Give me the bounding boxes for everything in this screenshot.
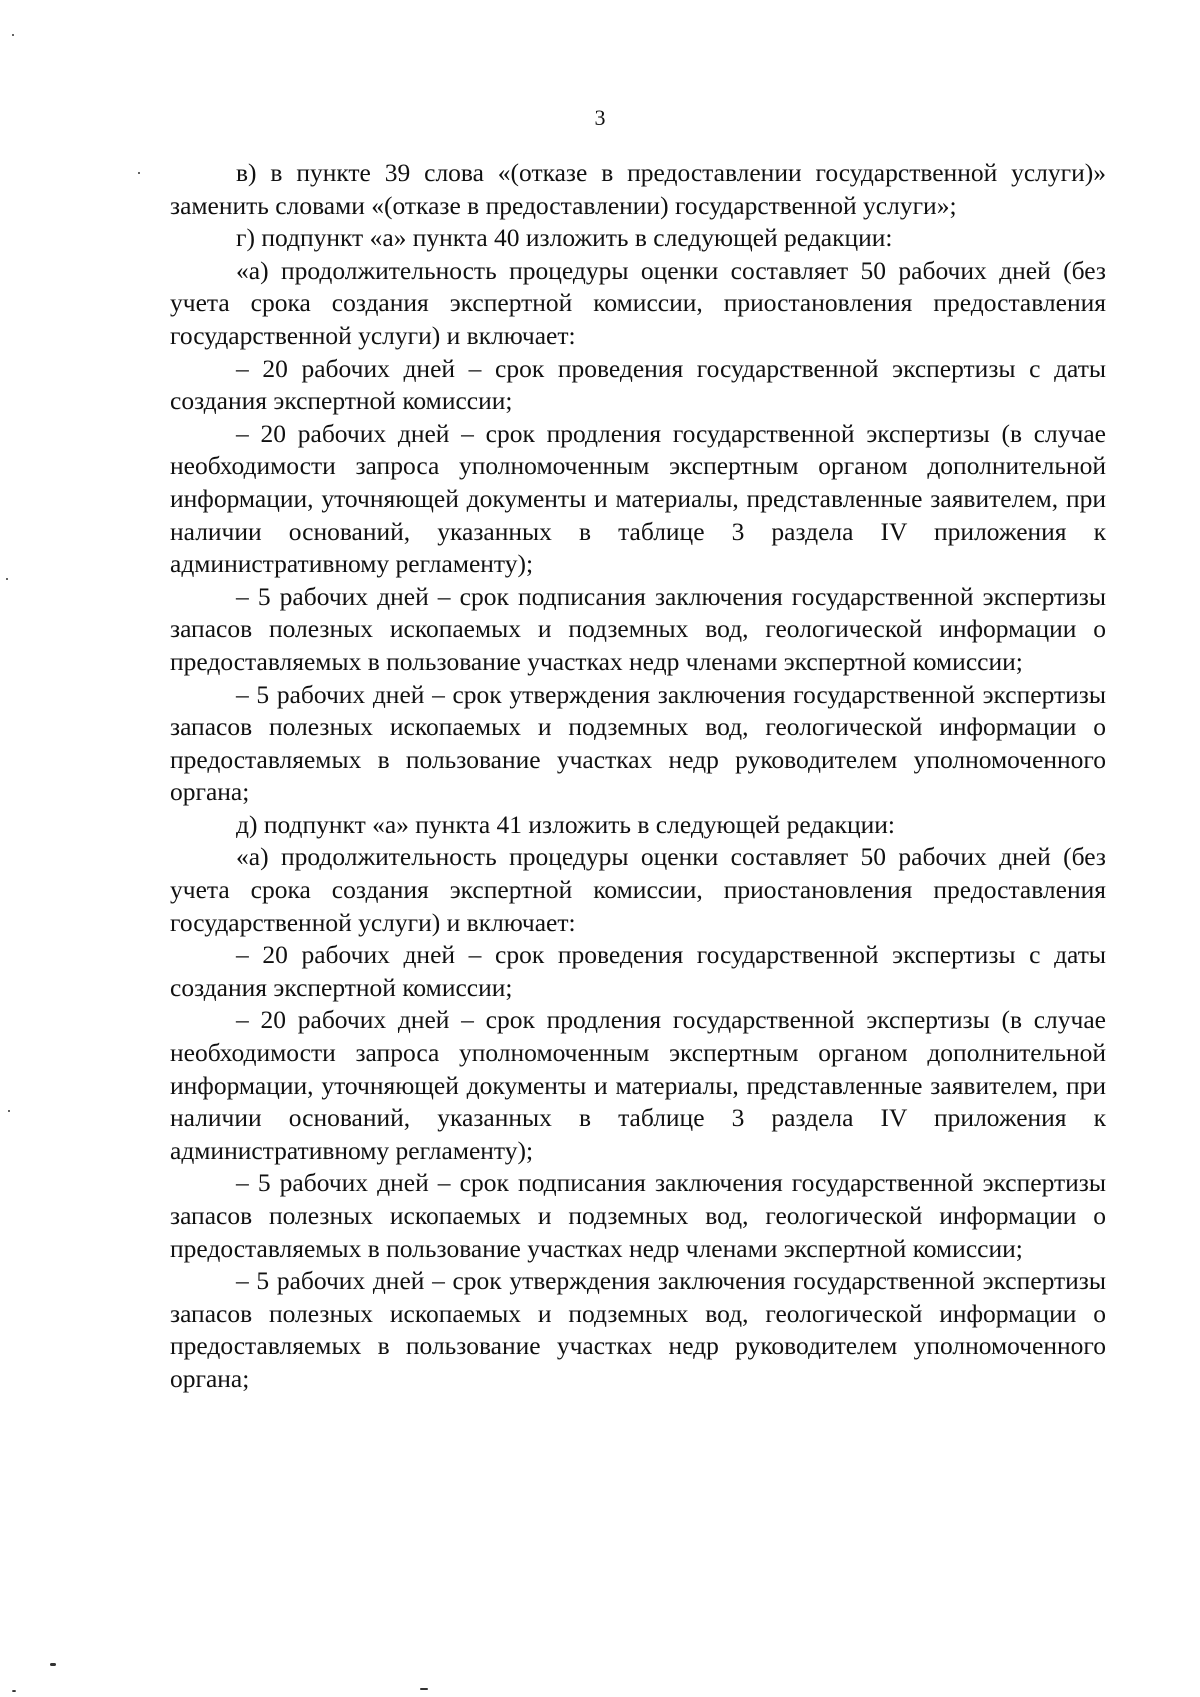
scan-speck: [12, 34, 14, 36]
paragraph-subitem-a-41: «а) продолжительность процедуры оценки составляет 50 рабочих дней (без учета срока создания экспертной комиссии, приостановления предоставления государственной услуги) и включает:: [170, 842, 1106, 937]
paragraph-item-d: д) подпункт «а» пункта 41 изложить в следующей редакции:: [236, 809, 896, 839]
scan-speck: [6, 578, 8, 580]
scan-speck: [420, 1688, 428, 1690]
scan-speck: [8, 1110, 10, 1112]
page-number: 3: [594, 105, 606, 130]
scan-speck: [138, 172, 140, 174]
list-item-dash: – 5 рабочих дней – срок утверждения заключения государственной экспертизы запасов полезных ископаемых и подземных вод, геологической информации о предоставляемых в пользование участках недр руководителем уполномоченного органа;: [170, 679, 1106, 807]
list-item-dash: – 20 рабочих дней – срок проведения государственной экспертизы с даты создания экспертной комиссии;: [170, 940, 1106, 1002]
paragraph-item-v: в) в пункте 39 слова «(отказе в предоставлении государственной услуги)» заменить словами «(отказе в предоставлении) государственной услуги»;: [170, 158, 1106, 220]
list-item-dash: – 20 рабочих дней – срок продления государственной экспертизы (в случае необходимости запроса уполномоченным экспертным органом дополнительной информации, уточняющей документы и материалы, представленные заявителем, при наличии оснований, указанных в таблице 3 раздела IV приложения к административному регламенту);: [170, 418, 1106, 579]
scan-speck: [50, 1663, 56, 1666]
list-item-dash: – 20 рабочих дней – срок проведения государственной экспертизы с даты создания экспертной комиссии;: [170, 353, 1106, 416]
document-body: [170, 157, 1106, 1396]
list-item-dash: – 20 рабочих дней – срок продления государственной экспертизы (в случае необходимости запроса уполномоченным экспертным органом дополнительной информации, уточняющей документы и материалы, представленные заявителем, при наличии оснований, указанных в таблице 3 раздела IV приложения к административному регламенту);: [170, 1005, 1106, 1165]
paragraph-item-g: г) подпункт «а» пункта 40 изложить в следующей редакции:: [236, 223, 893, 253]
paragraph-subitem-a-40: «а) продолжительность процедуры оценки составляет 50 рабочих дней (без учета срока создания экспертной комиссии, приостановления предоставления государственной услуги) и включает:: [170, 255, 1106, 350]
scan-speck: [12, 1690, 16, 1692]
list-item-dash: – 5 рабочих дней – срок утверждения заключения государственной экспертизы запасов полезных ископаемых и подземных вод, геологической информации о предоставляемых в пользование участках недр руководителем уполномоченного органа;: [170, 1266, 1106, 1393]
list-item-dash: – 5 рабочих дней – срок подписания заключения государственной экспертизы запасов полезных ископаемых и подземных вод, геологической информации о предоставляемых в пользование участках недр членами экспертной комиссии;: [170, 581, 1106, 676]
list-item-dash: – 5 рабочих дней – срок подписания заключения государственной экспертизы запасов полезных ископаемых и подземных вод, геологической информации о предоставляемых в пользование участках недр членами экспертной комиссии;: [170, 1168, 1106, 1263]
